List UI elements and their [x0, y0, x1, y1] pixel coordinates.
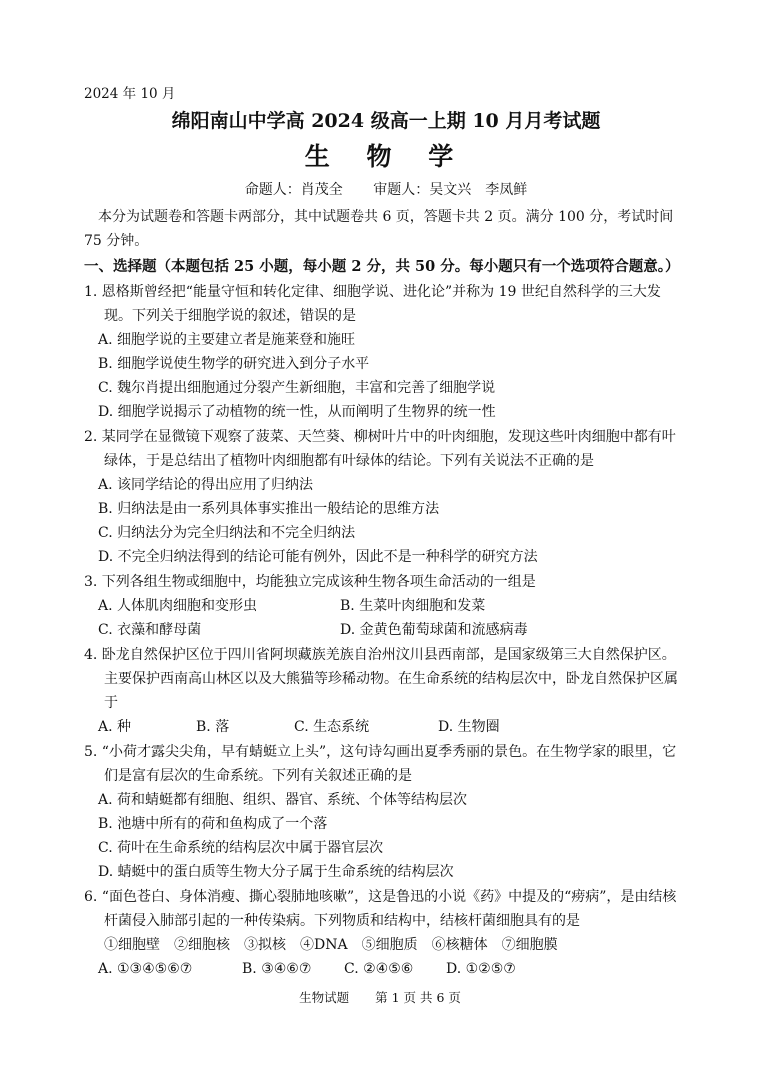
option-d: D. 蜻蜓中的蛋白质等生物大分子属于生命系统的结构层次 [98, 864, 454, 880]
option-b: B. 落 [196, 719, 230, 735]
question-stem: 5. “小荷才露尖尖角，早有蜻蜓立上头”，这句诗勾画出夏季秀丽的景色。在生物学家的眼里，它们是富有层次的生命系统。下列有关叙述正确的是 [84, 744, 677, 784]
option-a: A. ①③④⑤⑥⑦ [98, 961, 193, 977]
option-list [84, 715, 688, 739]
question-4 [84, 643, 688, 739]
option-row [98, 715, 688, 739]
question-stem: 4. 卧龙自然保护区位于四川省阿坝藏族羌族自治州汶川县西南部，是国家级第三大自然保护区。主要保护西南高山林区以及大熊猫等珍稀动物。在生命系统的结构层次中，卧龙自然保护区属于 [84, 647, 678, 711]
question-2 [84, 425, 688, 569]
section-title: 一、选择题（本题包括 25 小题，每小题 2 分，共 50 分。每小题只有一个选项符合题意。） [84, 258, 680, 275]
option-d: D. 细胞学说揭示了动植物的统一性，从而阐明了生物界的统一性 [98, 404, 496, 420]
author-name: 命题人：肖茂全 [244, 182, 343, 198]
question-6 [84, 885, 688, 981]
question-stem: 3. 下列各组生物或细胞中，均能独立完成该种生物各项生命活动的一组是 [84, 574, 536, 590]
option-b: B. ③④⑥⑦ [242, 961, 312, 977]
option-list [84, 957, 688, 981]
option-list [84, 328, 688, 424]
option-row [98, 594, 688, 618]
question-stem: 1. 恩格斯曾经把“能量守恒和转化定律、细胞学说、进化论”并称为 19 世纪自然科学的三大发现。下列关于细胞学说的叙述，错误的是 [84, 284, 661, 324]
option-d: D. ①②⑤⑦ [446, 961, 516, 977]
exam-intro: 本分为试题卷和答题卡两部分，其中试题卷共 6 页，答题卡共 2 页。满分 100 分，考试时间 75 分钟。 [84, 209, 674, 249]
option-b: B. 细胞学说使生物学的研究进入到分子水平 [98, 356, 370, 372]
option-d: D. 金黄色葡萄球菌和流感病毒 [340, 622, 528, 638]
option-list [84, 594, 688, 642]
question-5 [84, 740, 688, 884]
question-1 [84, 280, 688, 424]
question-stem: 6. “面色苍白、身体消瘦、撕心裂肺地咳嗽”，这是鲁迅的小说《药》中提及的“痨病”，是由结核杆菌侵入肺部引起的一种传染病。下列物质和结构中，结核杆菌细胞具有的是 [84, 889, 677, 929]
option-c: C. 衣藻和酵母菌 [98, 622, 202, 638]
option-d: D. 不完全归纳法得到的结论可能有例外，因此不是一种科学的研究方法 [98, 549, 538, 565]
option-c: C. ②④⑤⑥ [344, 961, 414, 977]
option-c: C. 魏尔肖提出细胞通过分裂产生新细胞，丰富和完善了细胞学说 [98, 380, 496, 396]
option-a: A. 人体肌肉细胞和变形虫 [98, 598, 258, 614]
option-d: D. 生物圈 [438, 719, 500, 735]
option-c: C. 荷叶在生命系统的结构层次中属于器官层次 [98, 840, 384, 856]
option-list [84, 473, 688, 569]
option-list [84, 788, 688, 884]
question-stem: 2. 某同学在显微镜下观察了菠菜、天竺葵、柳树叶片中的叶肉细胞，发现这些叶肉细胞中都有叶绿体，于是总结出了植物叶肉细胞都有叶绿体的结论。下列有关说法不正确的是 [84, 429, 676, 469]
option-row [98, 957, 688, 981]
page-footer [0, 988, 760, 1006]
option-a: A. 荷和蜻蜓都有细胞、组织、器官、系统、个体等结构层次 [98, 792, 468, 808]
question-3 [84, 570, 688, 642]
option-c: C. 生态系统 [294, 719, 370, 735]
reviewer-names: 审题人：吴文兴 李凤鲜 [373, 182, 528, 198]
option-b: B. 生菜叶肉细胞和发菜 [340, 598, 486, 614]
option-b: B. 归纳法是由一系列具体事实推出一般结论的思维方法 [98, 501, 440, 517]
option-a: A. 种 [98, 719, 132, 735]
option-row [98, 618, 688, 642]
exam-date: 2024 年 10 月 [84, 86, 176, 102]
footer-subject: 生物试题 [299, 990, 350, 1005]
option-b: B. 池塘中所有的荷和鱼构成了一个落 [98, 816, 328, 832]
exam-title: 绵阳南山中学高 2024 级高一上期 10 月月考试题 [171, 110, 601, 132]
option-a: A. 细胞学说的主要建立者是施莱登和施旺 [98, 332, 356, 348]
option-a: A. 该同学结论的得出应用了归纳法 [98, 477, 314, 493]
exam-subject: 生 物 学 [304, 142, 468, 171]
authors-line [84, 179, 688, 199]
footer-page-number: 第 1 页 共 6 页 [375, 990, 461, 1005]
item-list: ①细胞壁 ②细胞核 ③拟核 ④DNA ⑤细胞质 ⑥核糖体 ⑦细胞膜 [104, 937, 558, 953]
option-c: C. 归纳法分为完全归纳法和不完全归纳法 [98, 525, 356, 541]
